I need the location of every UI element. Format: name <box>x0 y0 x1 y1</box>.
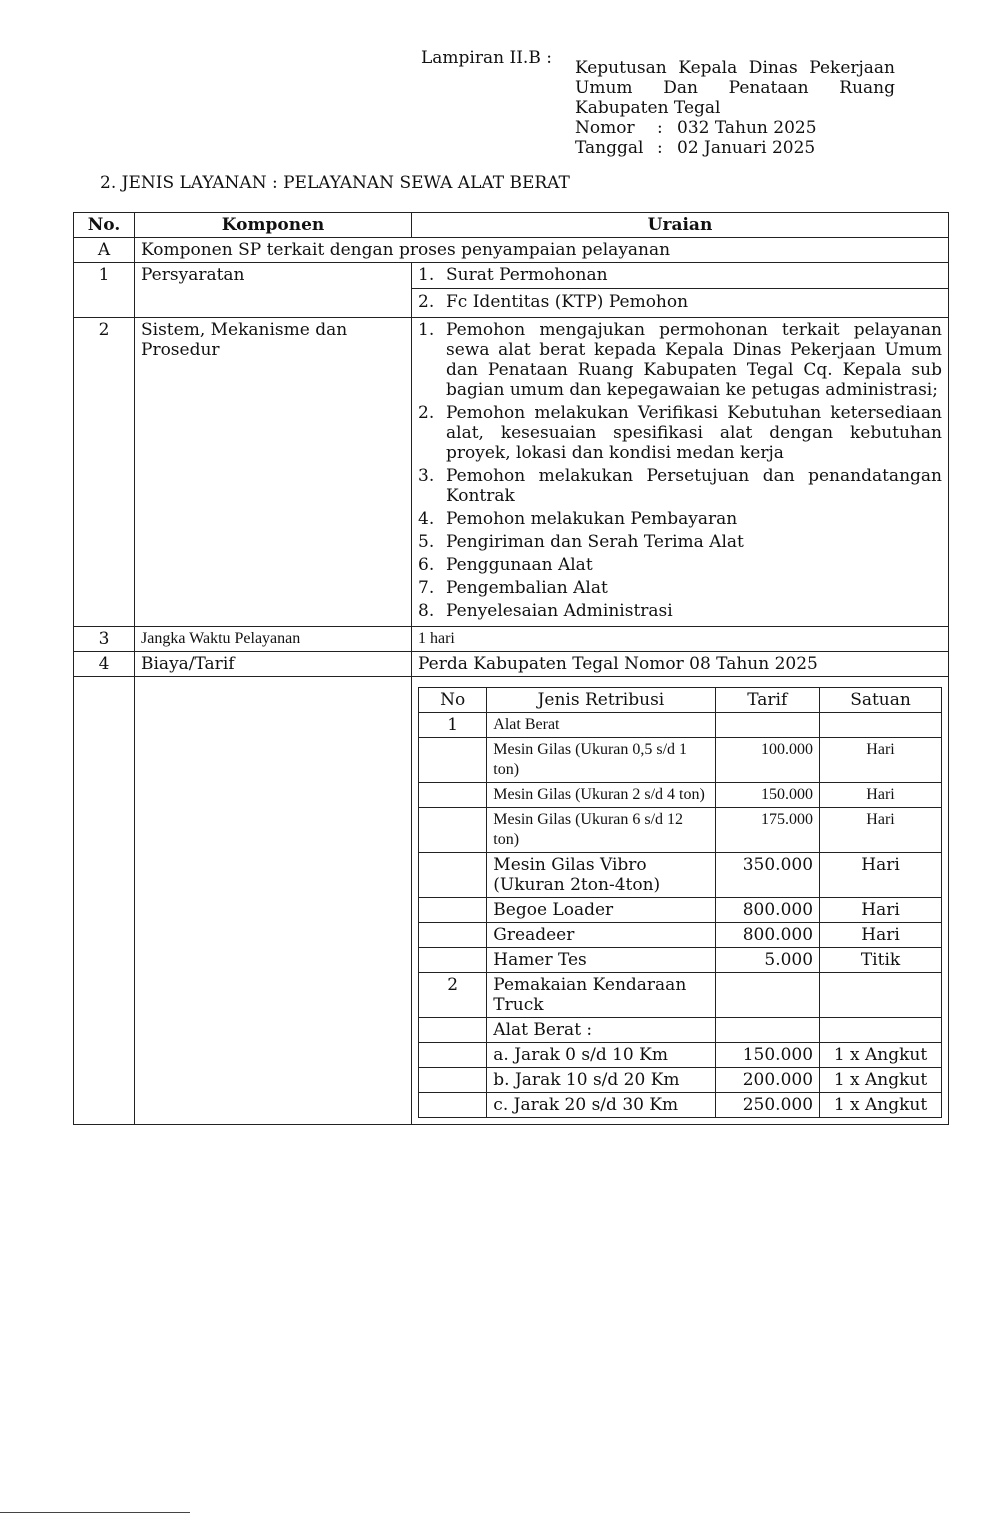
nomor-row <box>575 118 895 138</box>
list-item: 7. Pengembalian Alat <box>418 578 608 598</box>
tariff-jenis: b. Jarak 10 s/d 20 Km <box>487 1068 715 1093</box>
list-item: 4. Pemohon melakukan Pembayaran <box>418 509 738 529</box>
keputusan-line-2: Umum Dan Penataan Ruang <box>575 78 895 98</box>
header-komponen: Komponen <box>135 213 412 238</box>
tariff-tarif: 200.000 <box>715 1068 820 1093</box>
list-item: 8. Penyelesaian Administrasi <box>418 601 673 621</box>
tariff-group-label: Alat Berat <box>487 713 715 738</box>
row-komponen: Jangka Waktu Pelayanan <box>135 627 412 652</box>
tariff-jenis: Begoe Loader <box>487 898 715 923</box>
keputusan-block <box>575 58 895 158</box>
table-header-row <box>74 213 949 238</box>
persyaratan-list <box>418 265 942 312</box>
tariff-tarif: 175.000 <box>715 808 820 853</box>
tariff-tarif: 350.000 <box>715 853 820 898</box>
tariff-satuan: Titik <box>820 948 942 973</box>
row-no: 4 <box>74 652 135 677</box>
tariff-jenis: Mesin Gilas (Ukuran 6 s/d 12 ton) <box>487 808 715 853</box>
tariff-header-jenis: Jenis Retribusi <box>487 688 715 713</box>
tariff-jenis: Mesin Gilas (Ukuran 2 s/d 4 ton) <box>487 783 715 808</box>
tariff-satuan: Hari <box>820 808 942 853</box>
row-no: 2 <box>74 318 135 627</box>
tariff-cell <box>412 677 949 1125</box>
tariff-row <box>419 1068 942 1093</box>
tariff-subgroup-row <box>419 1018 942 1043</box>
tariff-tarif: 150.000 <box>715 1043 820 1068</box>
list-item: 6. Penggunaan Alat <box>418 555 593 575</box>
tariff-header-satuan: Satuan <box>820 688 942 713</box>
tariff-tarif: 5.000 <box>715 948 820 973</box>
group-a-no: A <box>74 238 135 263</box>
tariff-header-no: No <box>419 688 487 713</box>
tariff-jenis: c. Jarak 20 s/d 30 Km <box>487 1093 715 1118</box>
tariff-satuan: Hari <box>820 738 942 783</box>
tanggal-value: 02 Januari 2025 <box>677 138 816 158</box>
tariff-container-row <box>74 677 949 1125</box>
tariff-satuan: Hari <box>820 898 942 923</box>
list-item: 3. Pemohon melakukan Persetujuan dan penandatangan Kontrak <box>418 466 942 506</box>
tariff-group-row <box>419 713 942 738</box>
header-uraian: Uraian <box>412 213 949 238</box>
tariff-jenis: Greadeer <box>487 923 715 948</box>
table-row <box>74 627 949 652</box>
row-uraian <box>412 318 949 627</box>
row-uraian: 1 hari <box>412 627 949 652</box>
lampiran-label: Lampiran II.B : <box>421 48 552 68</box>
section-title: 2. JENIS LAYANAN : PELAYANAN SEWA ALAT BERAT <box>100 173 570 193</box>
row-no: 1 <box>74 263 135 318</box>
tariff-jenis: a. Jarak 0 s/d 10 Km <box>487 1043 715 1068</box>
list-item: 2. Pemohon melakukan Verifikasi Kebutuhan ketersediaan alat, kesesuaian spesifikasi alat dengan kebutuhan proyek, lokasi dan kondisi medan kerja <box>418 403 942 463</box>
tariff-satuan: 1 x Angkut <box>820 1068 942 1093</box>
row-komponen: Biaya/Tarif <box>135 652 412 677</box>
tariff-table <box>418 687 942 1118</box>
keputusan-line-3: Kabupaten Tegal <box>575 98 721 118</box>
nomor-colon: : <box>657 118 663 138</box>
tariff-row <box>419 1093 942 1118</box>
group-a-text: Komponen SP terkait dengan proses penyampaian pelayanan <box>135 238 949 263</box>
tariff-satuan: 1 x Angkut <box>820 1093 942 1118</box>
tariff-row <box>419 783 942 808</box>
tariff-satuan: Hari <box>820 923 942 948</box>
tariff-header-row <box>419 688 942 713</box>
tariff-subgroup-label: Alat Berat : <box>487 1018 715 1043</box>
nomor-value: 032 Tahun 2025 <box>677 118 817 138</box>
tariff-tarif: 150.000 <box>715 783 820 808</box>
row-uraian: Perda Kabupaten Tegal Nomor 08 Tahun 2025 <box>412 652 949 677</box>
tariff-tarif: 250.000 <box>715 1093 820 1118</box>
page-edge-line <box>0 1512 190 1513</box>
tariff-group-row <box>419 973 942 1018</box>
tariff-row <box>419 948 942 973</box>
list-item: 1. Pemohon mengajukan permohonan terkait pelayanan sewa alat berat kepada Kepala Dinas Pekerjaan Umum dan Penataan Ruang Kabupaten Tegal Cq. Kepala sub bagian umum dan kepegawaian ke petugas administrasi; <box>418 320 942 400</box>
tariff-group-no: 1 <box>419 713 487 738</box>
tariff-row <box>419 808 942 853</box>
service-table <box>73 212 949 1125</box>
keputusan-line-1: Keputusan Kepala Dinas Pekerjaan <box>575 58 895 78</box>
header-no: No. <box>74 213 135 238</box>
table-row <box>74 318 949 627</box>
tariff-tarif: 100.000 <box>715 738 820 783</box>
tariff-jenis: Mesin Gilas Vibro (Ukuran 2ton-4ton) <box>487 853 715 898</box>
prosedur-list <box>418 320 942 621</box>
tariff-jenis: Hamer Tes <box>487 948 715 973</box>
list-item: 5. Pengiriman dan Serah Terima Alat <box>418 532 744 552</box>
tariff-jenis: Mesin Gilas (Ukuran 0,5 s/d 1 ton) <box>487 738 715 783</box>
row-komponen: Persyaratan <box>135 263 412 318</box>
tariff-header-tarif: Tarif <box>715 688 820 713</box>
tanggal-row <box>575 138 895 158</box>
tanggal-label: Tanggal <box>575 138 644 158</box>
group-a-row <box>74 238 949 263</box>
row-no: 3 <box>74 627 135 652</box>
tariff-row <box>419 923 942 948</box>
list-item: 1. Surat Permohonan <box>418 265 608 285</box>
tariff-row <box>419 898 942 923</box>
tariff-tarif: 800.000 <box>715 898 820 923</box>
list-item: 2. Fc Identitas (KTP) Pemohon <box>412 288 948 312</box>
tariff-row <box>419 1043 942 1068</box>
tariff-row <box>419 853 942 898</box>
table-row <box>74 652 949 677</box>
tariff-group-label: Pemakaian Kendaraan Truck <box>487 973 715 1018</box>
table-row <box>74 263 949 318</box>
tariff-satuan: 1 x Angkut <box>820 1043 942 1068</box>
tanggal-colon: : <box>657 138 663 158</box>
row-uraian <box>412 263 949 318</box>
nomor-label: Nomor <box>575 118 635 138</box>
tariff-tarif: 800.000 <box>715 923 820 948</box>
tariff-satuan: Hari <box>820 853 942 898</box>
tariff-satuan: Hari <box>820 783 942 808</box>
tariff-group-no: 2 <box>419 973 487 1018</box>
row-komponen: Sistem, Mekanisme dan Prosedur <box>135 318 412 627</box>
tariff-row <box>419 738 942 783</box>
